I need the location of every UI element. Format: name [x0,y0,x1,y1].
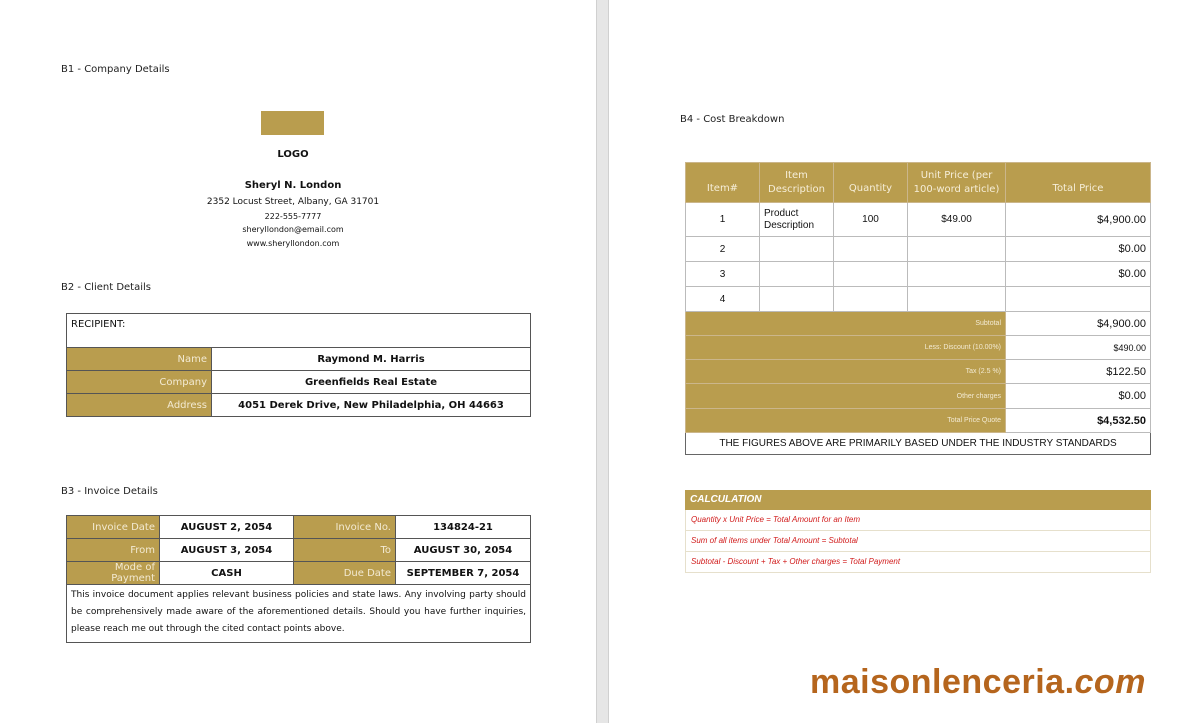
invoice-no: 134824-21 [396,516,531,539]
row-unit-price: $49.00 [908,203,1006,237]
row-unit-price [908,287,1006,312]
other-charges-label: Other charges [686,384,1006,409]
row-description [760,237,834,262]
brand-name: maisonlenceria [810,663,1065,701]
total-quote-label: Total Price Quote [686,409,1006,433]
calculation-line: Sum of all items under Total Amount = Subtotal [685,531,1151,552]
company-name: Sheryl N. London [244,180,342,191]
row-item: 3 [686,262,760,287]
col-header-quantity: Quantity [834,163,908,203]
invoice-note: This invoice document applies relevant business policies and state laws. Any involving party should be comprehensively made aware of the aforementioned details. Should you have further inquiries, please reach me out through the cited contact points above. [67,585,531,643]
row-quantity [834,262,908,287]
client-company: Greenfields Real Estate [212,371,531,394]
section-title-company: B1 - Company Details [61,64,170,75]
calculation-line: Subtotal - Discount + Tax + Other charges = Total Payment [685,552,1151,573]
row-item: 2 [686,237,760,262]
col-header-description: Item Description [760,163,834,203]
tax-label: Tax (2.5 %) [686,360,1006,384]
invoice-date-label: Invoice Date [67,516,160,539]
company-website: www.sheryllondon.com [246,239,340,248]
payment-mode: CASH [160,562,294,585]
payment-label: Mode of Payment [67,562,160,585]
client-address-label: Address [67,394,212,417]
table-row [686,203,1151,237]
col-header-unit-price: Unit Price (per 100-word article) [908,163,1006,203]
calculation-title: CALCULATION [685,490,1151,510]
calculation-line: Quantity x Unit Price = Total Amount for an Item [685,510,1151,531]
from-date: AUGUST 3, 2054 [160,539,294,562]
col-header-total: Total Price [1006,163,1151,203]
row-total [1006,287,1151,312]
brand-watermark [810,663,1146,702]
due-date-label: Due Date [294,562,396,585]
table-row [686,237,1151,262]
row-item: 4 [686,287,760,312]
row-quantity [834,287,908,312]
cost-breakdown-table [685,162,1151,455]
discount-label: Less: Discount (10.00%) [686,336,1006,360]
col-header-item: Item# [686,163,760,203]
section-title-cost: B4 - Cost Breakdown [680,114,785,125]
to-date: AUGUST 30, 2054 [396,539,531,562]
to-label: To [294,539,396,562]
tax-value: $122.50 [1006,360,1151,384]
calculation-box [685,490,1151,573]
client-name: Raymond M. Harris [212,348,531,371]
other-charges-value: $0.00 [1006,384,1151,409]
client-address: 4051 Derek Drive, New Philadelphia, OH 44663 [212,394,531,417]
subtotal-label: Subtotal [686,312,1006,336]
row-quantity: 100 [834,203,908,237]
recipient-label: RECIPIENT: [67,314,531,348]
row-unit-price [908,237,1006,262]
row-description [760,262,834,287]
page-gutter [596,0,609,723]
row-total: $4,900.00 [1006,203,1151,237]
company-phone: 222-555-7777 [264,212,322,221]
company-address: 2352 Locust Street, Albany, GA 31701 [206,197,380,207]
logo-label: LOGO [277,149,309,160]
table-row [686,262,1151,287]
company-email: sheryllondon@email.com [242,225,344,234]
due-date: SEPTEMBER 7, 2054 [396,562,531,585]
discount-value: $490.00 [1006,336,1151,360]
row-total: $0.00 [1006,262,1151,287]
from-label: From [67,539,160,562]
row-total: $0.00 [1006,237,1151,262]
table-row [686,287,1151,312]
brand-tld: com [1074,663,1146,701]
invoice-no-label: Invoice No. [294,516,396,539]
brand-dot: . [1064,663,1075,701]
row-unit-price [908,262,1006,287]
client-details-table [66,313,531,417]
logo-placeholder [261,111,324,135]
cost-footnote: THE FIGURES ABOVE ARE PRIMARILY BASED UNDER THE INDUSTRY STANDARDS [686,433,1151,455]
section-title-invoice: B3 - Invoice Details [61,486,158,497]
client-company-label: Company [67,371,212,394]
client-name-label: Name [67,348,212,371]
invoice-date: AUGUST 2, 2054 [160,516,294,539]
row-description: Product Description [760,203,834,237]
row-description [760,287,834,312]
row-quantity [834,237,908,262]
total-quote-value: $4,532.50 [1006,409,1151,433]
invoice-details-table [66,515,531,643]
row-item: 1 [686,203,760,237]
subtotal-value: $4,900.00 [1006,312,1151,336]
section-title-client: B2 - Client Details [61,282,151,293]
